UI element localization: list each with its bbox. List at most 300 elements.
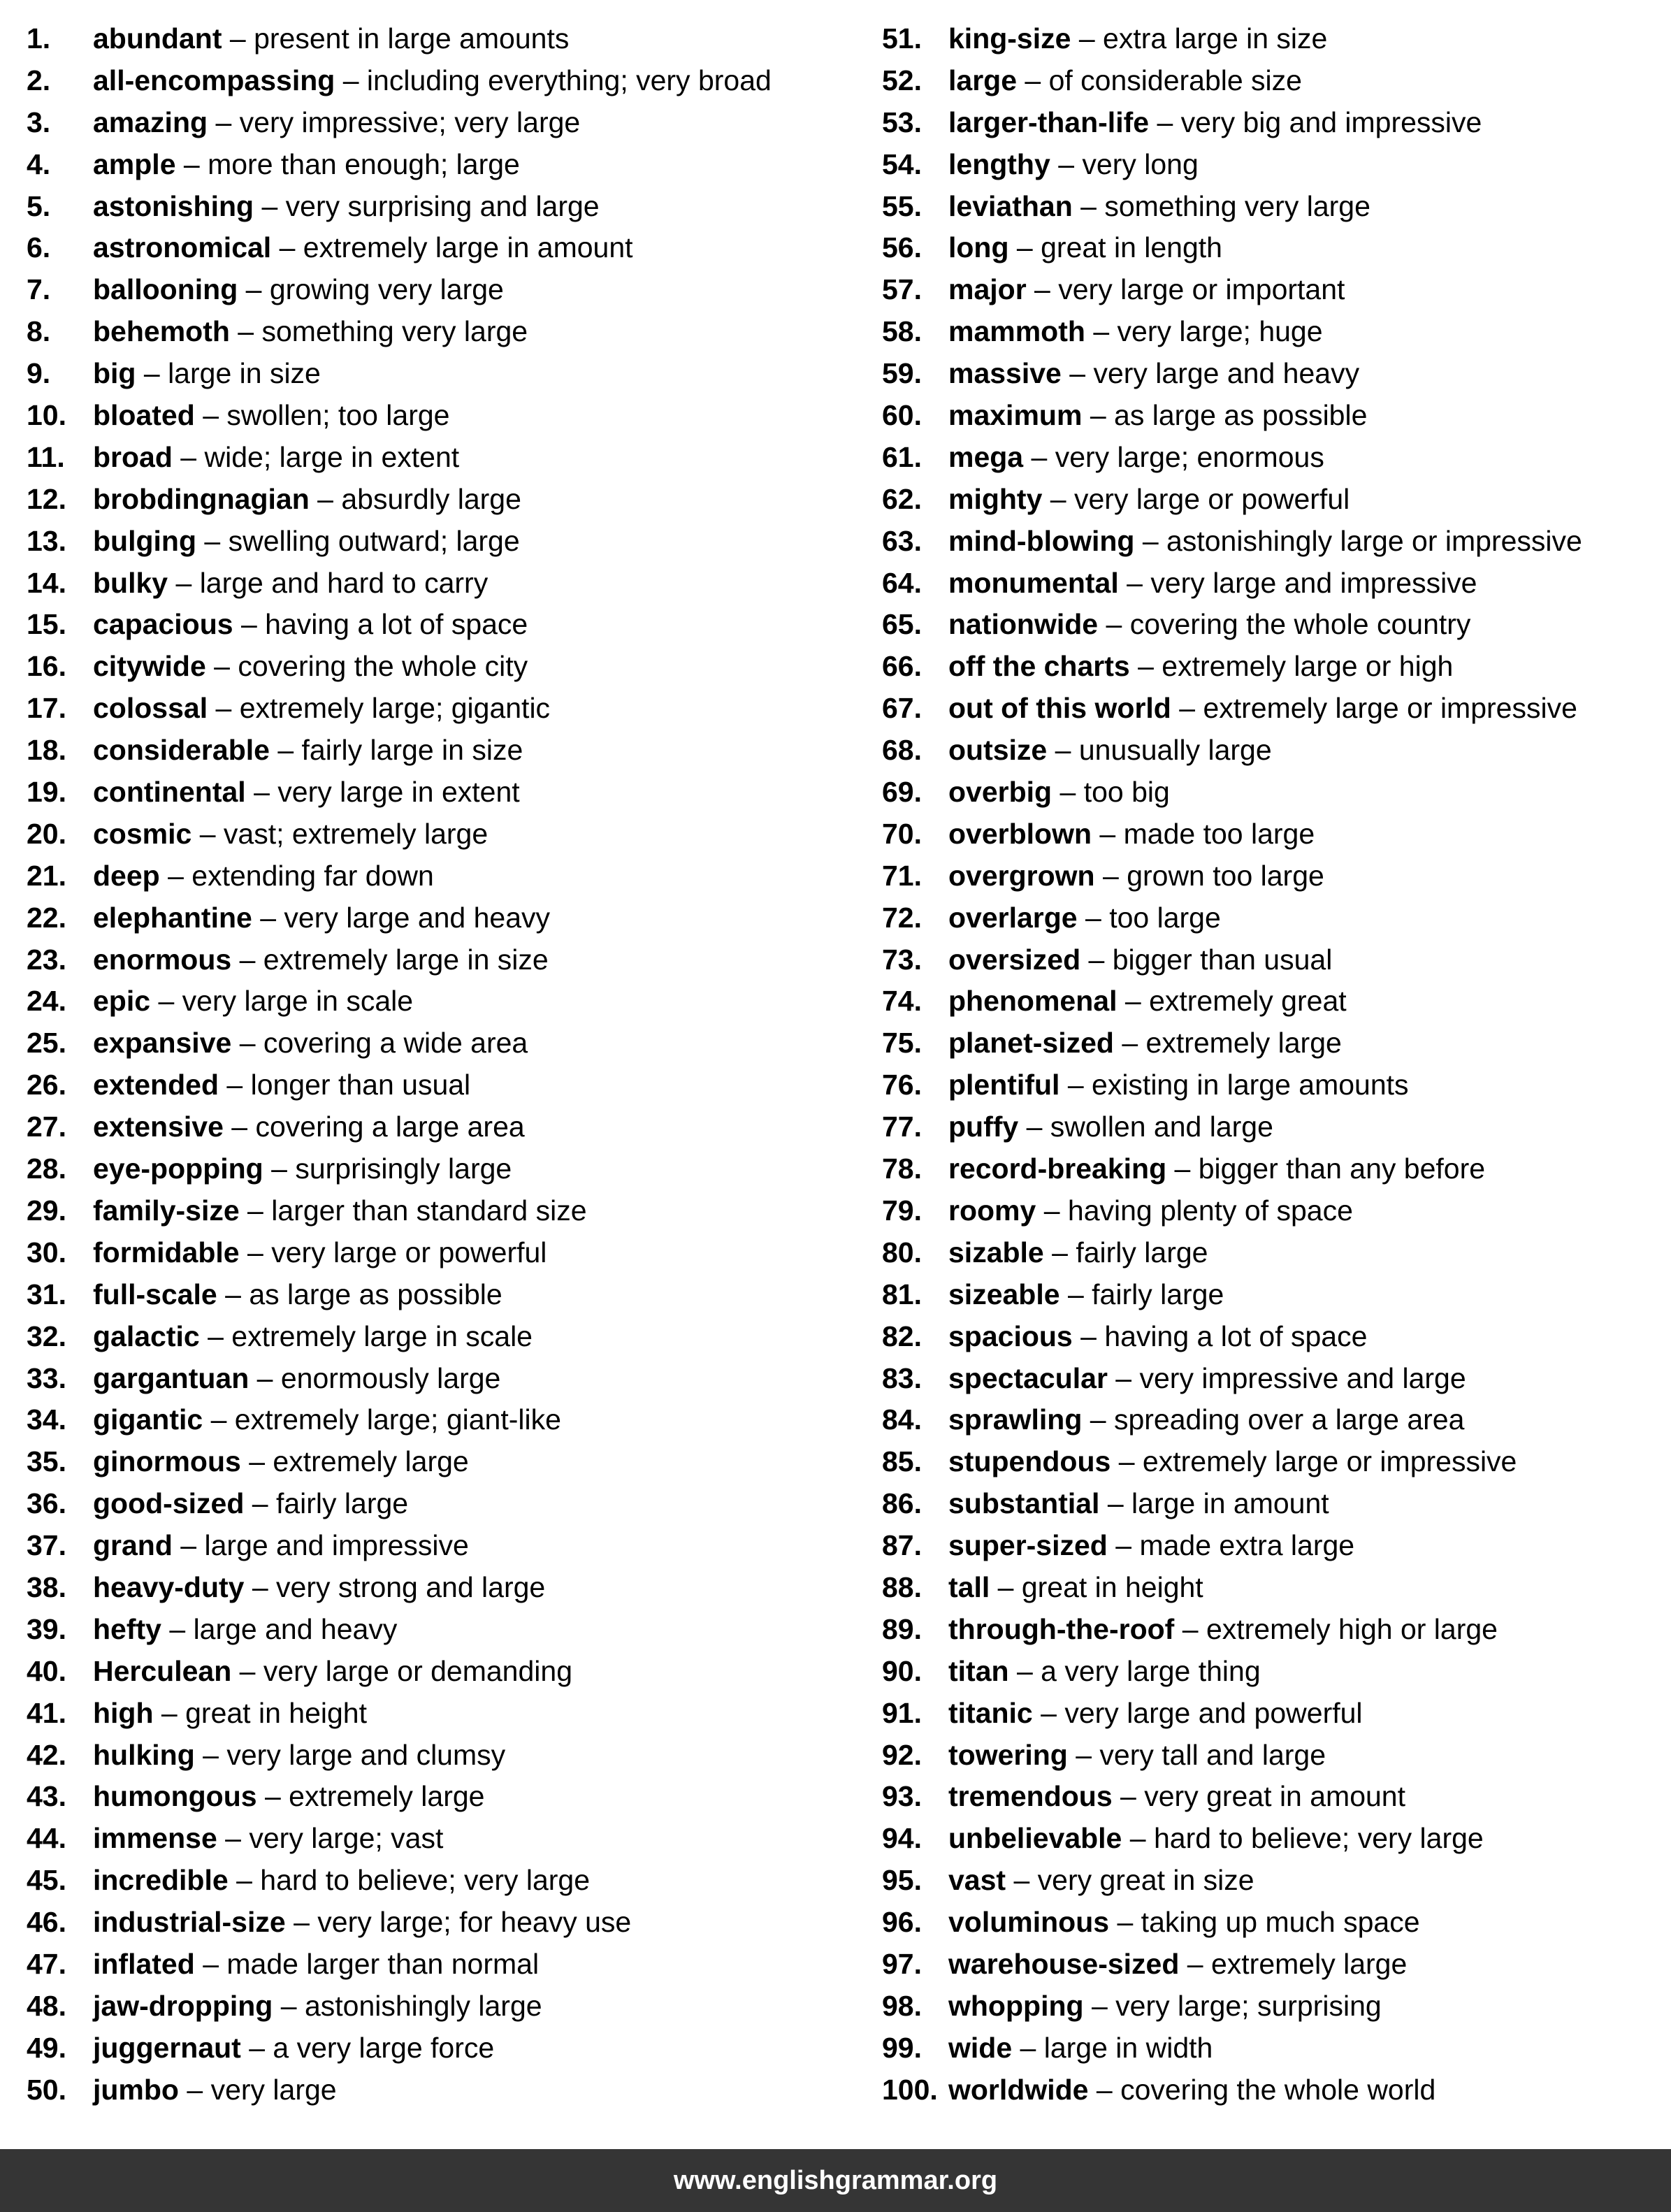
item-term: massive: [948, 357, 1062, 390]
item-separator: –: [172, 440, 205, 473]
item-separator: –: [191, 817, 224, 850]
item-term: wide: [948, 2031, 1013, 2064]
item-term: worldwide: [948, 2073, 1089, 2106]
item-entry: [93, 1986, 542, 2027]
item-separator: –: [203, 1403, 235, 1436]
item-definition: surprisingly large: [295, 1152, 512, 1185]
item-definition: spreading over a large area: [1113, 1403, 1465, 1436]
item-separator: –: [1082, 1403, 1114, 1436]
item-definition: very large and clumsy: [226, 1738, 506, 1771]
item-definition: extremely high or large: [1206, 1612, 1498, 1645]
item-definition: too large: [1109, 901, 1221, 934]
item-separator: –: [256, 1780, 289, 1813]
item-separator: –: [208, 692, 240, 725]
item-definition: vast; extremely large: [223, 817, 489, 850]
item-number: 9.: [27, 357, 51, 390]
item-entry: [948, 1986, 1382, 2027]
item-entry: [93, 1106, 525, 1148]
item-term: incredible: [93, 1864, 229, 1897]
item-number: 92.: [882, 1738, 922, 1771]
item-term: brobdingnagian: [93, 482, 310, 515]
item-separator: –: [245, 776, 278, 809]
item-number: 34.: [27, 1403, 66, 1436]
item-separator: –: [199, 1320, 232, 1352]
item-entry: [93, 521, 520, 563]
item-term: voluminous: [948, 1906, 1110, 1939]
item-number: 12.: [27, 482, 66, 515]
item-term: ginormous: [93, 1445, 241, 1478]
item-entry: [93, 1902, 631, 1944]
item-number: 56.: [882, 231, 922, 264]
item-definition: covering the whole city: [238, 650, 528, 683]
item-definition: astonishingly large: [304, 1989, 542, 2022]
item-term: overlarge: [948, 901, 1078, 934]
item-separator: –: [228, 1864, 261, 1897]
item-entry: [948, 1944, 1407, 1986]
item-definition: very large; for heavy use: [317, 1906, 632, 1939]
item-term: gigantic: [93, 1403, 203, 1436]
item-separator: –: [168, 566, 200, 599]
item-separator: –: [1099, 1487, 1132, 1520]
item-definition: something very large: [1104, 189, 1370, 222]
item-term: lengthy: [948, 147, 1050, 180]
item-term: capacious: [93, 608, 233, 641]
item-definition: very large or powerful: [271, 1236, 547, 1268]
item-term: galactic: [93, 1320, 200, 1352]
item-number: 24.: [27, 985, 66, 1018]
item-definition: very big and impressive: [1180, 106, 1482, 138]
item-separator: –: [159, 859, 192, 892]
item-number: 100.: [882, 2073, 938, 2106]
item-separator: –: [205, 650, 238, 683]
item-definition: swollen; too large: [226, 399, 450, 432]
item-number: 47.: [27, 1947, 66, 1980]
item-separator: –: [1107, 1529, 1140, 1562]
item-definition: covering a wide area: [263, 1027, 528, 1060]
item-entry: [948, 1190, 1353, 1232]
item-separator: –: [1077, 901, 1110, 934]
item-separator: –: [1017, 64, 1049, 96]
item-term: mega: [948, 440, 1024, 473]
item-separator: –: [1047, 734, 1079, 767]
item-separator: –: [1006, 1864, 1038, 1897]
item-entry: [948, 604, 1470, 646]
item-separator: –: [1083, 1989, 1116, 2022]
item-separator: –: [1080, 943, 1113, 976]
item-entry: [93, 2027, 494, 2069]
item-entry: [93, 144, 520, 186]
item-definition: very large and impressive: [1150, 566, 1477, 599]
item-entry: [93, 1022, 528, 1064]
item-number: 11.: [27, 440, 65, 473]
item-number: 32.: [27, 1320, 66, 1352]
item-definition: large and impressive: [204, 1529, 469, 1562]
item-term: mighty: [948, 482, 1043, 515]
item-definition: very strong and large: [276, 1570, 546, 1603]
item-entry: [948, 1022, 1342, 1064]
item-number: 97.: [882, 1947, 922, 1980]
item-number: 6.: [27, 231, 51, 264]
item-number: 17.: [27, 692, 66, 725]
item-number: 72.: [882, 901, 922, 934]
item-separator: –: [161, 1612, 194, 1645]
item-entry: [93, 1818, 443, 1860]
item-definition: very large; huge: [1117, 315, 1323, 348]
item-term: long: [948, 231, 1009, 264]
item-entry: [948, 269, 1345, 311]
item-number: 86.: [882, 1487, 922, 1520]
item-separator: –: [244, 1570, 277, 1603]
item-separator: –: [1043, 1236, 1076, 1268]
item-entry: [93, 186, 600, 228]
item-term: out of this world: [948, 692, 1171, 725]
item-definition: fairly large: [275, 1487, 409, 1520]
item-number: 39.: [27, 1612, 66, 1645]
item-definition: extremely large or impressive: [1142, 1445, 1517, 1478]
item-definition: a very large thing: [1041, 1654, 1261, 1687]
item-entry: [948, 939, 1332, 981]
item-term: full-scale: [93, 1278, 217, 1310]
item-separator: –: [1117, 985, 1150, 1018]
item-definition: astonishingly large or impressive: [1166, 524, 1582, 557]
item-number: 96.: [882, 1906, 922, 1939]
item-separator: –: [1171, 692, 1203, 725]
item-entry: [93, 814, 488, 855]
item-number: 59.: [882, 357, 922, 390]
item-term: mind-blowing: [948, 524, 1135, 557]
item-number: 80.: [882, 1236, 922, 1268]
item-entry: [93, 227, 633, 269]
item-entry: [948, 1525, 1354, 1567]
item-separator: –: [1094, 859, 1127, 892]
item-separator: –: [240, 1445, 273, 1478]
item-term: mammoth: [948, 315, 1085, 348]
item-number: 26.: [27, 1069, 66, 1101]
item-entry: [948, 1860, 1254, 1902]
item-term: amazing: [93, 106, 208, 138]
item-separator: –: [240, 2031, 273, 2064]
item-number: 53.: [882, 106, 922, 138]
item-number: 66.: [882, 650, 922, 683]
item-term: substantial: [948, 1487, 1100, 1520]
item-number: 38.: [27, 1570, 66, 1603]
item-term: astonishing: [93, 189, 254, 222]
item-definition: very large or demanding: [263, 1654, 572, 1687]
item-entry: [948, 1693, 1363, 1735]
item-number: 27.: [27, 1111, 66, 1143]
item-number: 3.: [27, 106, 51, 138]
item-separator: –: [1122, 1822, 1154, 1855]
item-entry: [948, 1609, 1498, 1651]
item-number: 7.: [27, 273, 51, 306]
item-number: 69.: [882, 776, 922, 809]
item-number: 90.: [882, 1654, 922, 1687]
item-separator: –: [285, 1906, 318, 1939]
item-entry: [948, 479, 1350, 521]
item-entry: [93, 1148, 512, 1190]
item-definition: very great in amount: [1144, 1780, 1405, 1813]
item-definition: extremely large; gigantic: [239, 692, 551, 725]
item-separator: –: [178, 2073, 211, 2106]
item-number: 74.: [882, 985, 922, 1018]
item-entry: [948, 1818, 1484, 1860]
item-definition: very large: [210, 2073, 337, 2106]
item-term: off the charts: [948, 650, 1130, 683]
item-entry: [948, 311, 1323, 353]
item-number: 1.: [27, 22, 51, 55]
item-number: 55.: [882, 189, 922, 222]
item-number: 65.: [882, 608, 922, 641]
item-entry: [93, 60, 772, 102]
item-number: 8.: [27, 315, 51, 348]
item-entry: [948, 646, 1453, 688]
item-entry: [93, 563, 488, 605]
item-number: 82.: [882, 1320, 922, 1352]
item-term: big: [93, 357, 136, 390]
item-separator: –: [252, 901, 284, 934]
item-number: 37.: [27, 1529, 66, 1562]
item-number: 94.: [882, 1822, 922, 1855]
item-entry: [948, 688, 1577, 730]
item-term: hefty: [93, 1612, 161, 1645]
item-entry: [93, 939, 549, 981]
item-number: 78.: [882, 1152, 922, 1185]
item-entry: [93, 688, 550, 730]
item-entry: [93, 1651, 572, 1693]
item-separator: –: [1166, 1152, 1199, 1185]
item-number: 68.: [882, 734, 922, 767]
item-definition: large in size: [168, 357, 321, 390]
item-separator: –: [233, 608, 266, 641]
item-separator: –: [194, 1738, 227, 1771]
item-entry: [948, 1274, 1224, 1316]
item-separator: –: [231, 1027, 263, 1060]
item-entry: [93, 897, 550, 939]
item-definition: made too large: [1123, 817, 1315, 850]
item-separator: –: [263, 1152, 296, 1185]
item-entry: [93, 1064, 470, 1106]
item-definition: extremely large or high: [1162, 650, 1454, 683]
item-term: sizeable: [948, 1278, 1060, 1310]
item-number: 76.: [882, 1069, 922, 1101]
item-term: oversized: [948, 943, 1081, 976]
item-separator: –: [1012, 2031, 1044, 2064]
item-separator: –: [1088, 2073, 1121, 2106]
item-entry: [948, 855, 1324, 897]
item-definition: something very large: [261, 315, 528, 348]
item-entry: [948, 1232, 1208, 1274]
item-number: 30.: [27, 1236, 66, 1268]
item-definition: very impressive; very large: [239, 106, 581, 138]
item-separator: –: [1149, 106, 1181, 138]
item-number: 95.: [882, 1864, 922, 1897]
item-term: extended: [93, 1069, 219, 1101]
item-definition: fairly large: [1092, 1278, 1224, 1310]
item-term: cosmic: [93, 817, 192, 850]
item-term: deep: [93, 859, 160, 892]
item-definition: longer than usual: [250, 1069, 471, 1101]
item-number: 91.: [882, 1696, 922, 1729]
item-definition: hard to believe; very large: [1153, 1822, 1484, 1855]
item-number: 57.: [882, 273, 922, 306]
item-separator: –: [231, 1654, 263, 1687]
item-term: family-size: [93, 1194, 240, 1227]
item-entry: [93, 102, 580, 144]
item-separator: –: [309, 482, 342, 515]
item-number: 4.: [27, 147, 51, 180]
item-term: maximum: [948, 399, 1083, 432]
item-definition: extremely large or impressive: [1203, 692, 1577, 725]
item-definition: of considerable size: [1048, 64, 1302, 96]
item-entry: [93, 1525, 469, 1567]
item-number: 54.: [882, 147, 922, 180]
item-definition: extra large in size: [1103, 22, 1328, 55]
item-separator: –: [335, 64, 367, 96]
item-term: heavy-duty: [93, 1570, 245, 1603]
item-separator: –: [1107, 1361, 1140, 1394]
item-definition: as large as possible: [249, 1278, 502, 1310]
item-separator: –: [1112, 1780, 1145, 1813]
item-entry: [93, 604, 528, 646]
item-term: spacious: [948, 1320, 1073, 1352]
item-separator: –: [1067, 1738, 1100, 1771]
item-term: sizable: [948, 1236, 1044, 1268]
item-number: 28.: [27, 1152, 66, 1185]
item-definition: very large or important: [1058, 273, 1345, 306]
item-term: epic: [93, 985, 151, 1018]
item-definition: bigger than usual: [1112, 943, 1333, 976]
item-definition: absurdly large: [341, 482, 521, 515]
item-number: 36.: [27, 1487, 66, 1520]
item-entry: [948, 1358, 1466, 1400]
item-separator: –: [1008, 1654, 1041, 1687]
item-number: 52.: [882, 64, 922, 96]
item-number: 31.: [27, 1278, 66, 1310]
item-separator: –: [229, 315, 262, 348]
item-definition: unusually large: [1078, 734, 1272, 767]
item-definition: very large and powerful: [1064, 1696, 1363, 1729]
item-definition: made larger than normal: [226, 1947, 540, 1980]
item-term: phenomenal: [948, 985, 1117, 1018]
item-entry: [93, 646, 528, 688]
item-entry: [948, 772, 1170, 814]
item-number: 25.: [27, 1027, 66, 1060]
item-separator: –: [196, 524, 229, 557]
item-entry: [948, 2069, 1435, 2111]
item-term: monumental: [948, 566, 1119, 599]
item-term: eye-popping: [93, 1152, 263, 1185]
item-entry: [93, 1609, 397, 1651]
item-number: 81.: [882, 1278, 922, 1310]
item-number: 44.: [27, 1822, 66, 1855]
item-separator: –: [1109, 1906, 1141, 1939]
item-entry: [948, 1483, 1329, 1525]
item-definition: more than enough; large: [208, 147, 520, 180]
item-separator: –: [1026, 273, 1059, 306]
item-separator: –: [269, 734, 302, 767]
item-definition: existing in large amounts: [1092, 1069, 1409, 1101]
item-term: ample: [93, 147, 176, 180]
item-definition: very large and heavy: [284, 901, 551, 934]
item-definition: extremely large: [289, 1780, 485, 1813]
item-definition: great in length: [1041, 231, 1222, 264]
item-separator: –: [1059, 1278, 1092, 1310]
item-entry: [93, 1567, 545, 1609]
item-number: 89.: [882, 1612, 922, 1645]
item-term: tall: [948, 1570, 990, 1603]
item-number: 58.: [882, 315, 922, 348]
item-entry: [948, 1441, 1517, 1483]
item-term: broad: [93, 440, 173, 473]
item-number: 64.: [882, 566, 922, 599]
item-number: 75.: [882, 1027, 922, 1060]
item-term: all-encompassing: [93, 64, 335, 96]
item-separator: –: [217, 1822, 249, 1855]
item-term: Herculean: [93, 1654, 232, 1687]
item-definition: very large in scale: [182, 985, 414, 1018]
item-entry: [93, 772, 520, 814]
item-definition: very large; surprising: [1115, 1989, 1382, 2022]
item-term: abundant: [93, 22, 222, 55]
item-term: tremendous: [948, 1780, 1113, 1813]
item-entry: [948, 563, 1477, 605]
item-entry: [93, 1274, 502, 1316]
item-definition: covering the whole world: [1120, 2073, 1436, 2106]
item-number: 93.: [882, 1780, 922, 1813]
item-term: towering: [948, 1738, 1068, 1771]
item-entry: [93, 311, 528, 353]
item-number: 99.: [882, 2031, 922, 2064]
item-separator: –: [1072, 189, 1105, 222]
item-term: juggernaut: [93, 2031, 241, 2064]
item-term: overblown: [948, 817, 1092, 850]
item-entry: [948, 144, 1199, 186]
item-number: 60.: [882, 399, 922, 432]
item-term: industrial-size: [93, 1906, 286, 1939]
item-definition: made extra large: [1139, 1529, 1355, 1562]
footer-website-text: www.englishgrammar.org: [673, 2165, 998, 2195]
item-number: 62.: [882, 482, 922, 515]
item-term: formidable: [93, 1236, 240, 1268]
item-term: warehouse-sized: [948, 1947, 1180, 1980]
item-definition: as large as possible: [1114, 399, 1368, 432]
item-separator: –: [1059, 1069, 1092, 1101]
item-number: 84.: [882, 1403, 922, 1436]
item-entry: [93, 1483, 408, 1525]
item-number: 79.: [882, 1194, 922, 1227]
item-term: record-breaking: [948, 1152, 1167, 1185]
item-term: elephantine: [93, 901, 252, 934]
item-definition: very large and heavy: [1093, 357, 1360, 390]
item-definition: wide; large in extent: [204, 440, 460, 473]
item-definition: very large; vast: [249, 1822, 444, 1855]
item-term: titan: [948, 1654, 1009, 1687]
item-definition: large and hard to carry: [199, 566, 489, 599]
item-number: 40.: [27, 1654, 66, 1687]
item-separator: –: [223, 1111, 256, 1143]
item-term: major: [948, 273, 1027, 306]
item-separator: –: [990, 1570, 1022, 1603]
item-definition: very impressive and large: [1139, 1361, 1466, 1394]
item-entry: [948, 227, 1222, 269]
item-number: 42.: [27, 1738, 66, 1771]
item-term: roomy: [948, 1194, 1036, 1227]
item-separator: –: [194, 1947, 227, 1980]
item-term: overbig: [948, 776, 1052, 809]
item-term: inflated: [93, 1947, 195, 1980]
item-number: 16.: [27, 650, 66, 683]
item-entry: [948, 18, 1327, 60]
